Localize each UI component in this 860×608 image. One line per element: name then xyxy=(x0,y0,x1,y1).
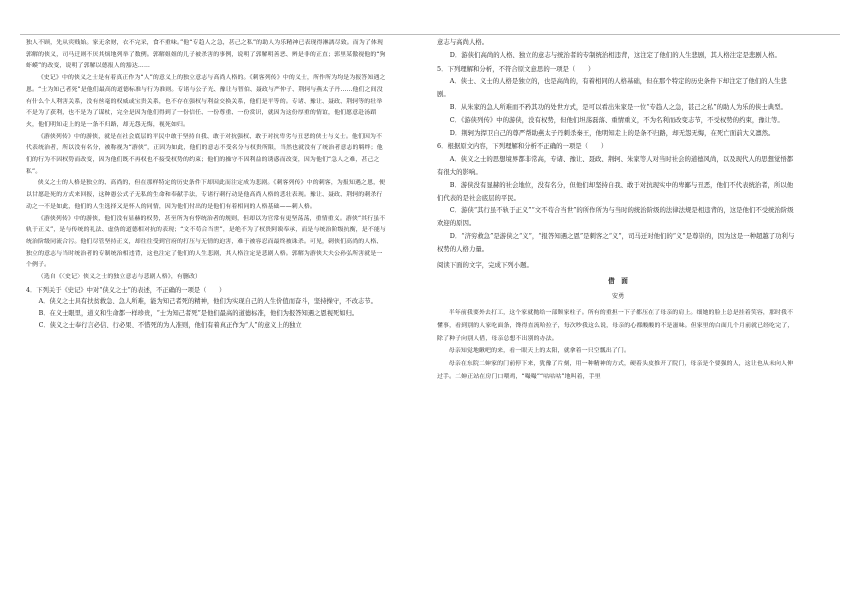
passage-paragraph: 侠义之士的人格是独立的、高尚的，但在那样特定的历史条件下却因此而注定成为悲剧。《刺客列传》中的刺客，为报知遇之恩，便以甘愿赴死的方式来回报，这种愚公式子无私的生命和奉献手法，专诸行刺行动是他高尚人格的悲壮表现。豫让、聂政、荆轲的刺杀行动之一不是如此，他们的人生选择又是怀人的同情，因为他们付出的是他们有着相同的人格基础——刺人格。 xyxy=(26,180,386,210)
option-5c: C．《游侠列传》中的游侠，没有权势，但他们坦荡磊落、重情重义，不为名利而改变志节，不受权势的约束，豫让等。 xyxy=(449,115,784,124)
option-6d: D．“济穷救急”是游侠之“义”，“报答知遇之恩”是刺客之“义”，司马迁对他们的“义”是尊崇的，因为这是一种超越了功利与权势的人格力量。 xyxy=(437,231,795,253)
option-5b: B．从朱家的急人所难而不矜其功的处世方式，是可以看出朱家是一位“专趋人之急，甚己之私”的助人为乐的侠士典型。 xyxy=(449,102,787,111)
option-5d: D．荆轲为捍卫自己的尊严帮助燕太子丹刺杀秦王，他明知走上的是条不归路，却无怨无悔，在死亡面前大义凛然。 xyxy=(449,128,775,137)
option-6a: A．侠义之士的思想境界都非常高，专诸、豫让、聂政、荆轲、朱家等人对当时社会的道德风尚，以及现代人的思想觉悟都有很大的影响。 xyxy=(437,155,794,176)
question-6: 6．根据原文内容，下列理解和分析不正确的一项是（ ） xyxy=(437,142,608,151)
story-paragraph: 母亲知觉地瞅吧的来，看一眼天上的太阳，就拿着一只空瓢出了门。 xyxy=(448,348,631,355)
story-paragraph: 母亲在东院二婶家的门前停下来，犹豫了片刻，用一种精神的方式，硬着头皮推开了院门，母亲是个要强的人，这让也从未向人伸过手。二婶正站在房门口喂鸡，“嘬嘬”“咕咕咕”地叫着，手里 xyxy=(437,361,794,380)
option-4b: B．在义士眼里，道义和生命都一样珍贵，“士为知己者死”是他们最高的道德标准，他们为报答知遇之恩视死如归。 xyxy=(38,310,359,318)
right-column xyxy=(437,36,799,384)
top-rule xyxy=(20,34,840,35)
continued-text: 意志与高尚人格。 xyxy=(437,38,489,46)
story-paragraph: 半年前我要外去打工，这个家就抛给一部颓家柱子。所有的重担一下子都压在了母亲的肩上。细她的脸上总是挂着笑容，那时我不懂事，看到别的人家吃面条，馋得直流哈拉子，每次吵我这么说，母亲的心都酸酸的不是滋味。但家里的白面几个月前就已经吃完了，除了种子向别人借，母亲总想不出别的办法。 xyxy=(437,309,794,342)
option-4a: A．侠义之士具有扶贫救急、急人所难，能为知己者死的精神，他们为实现自己的人生价值而奋斗，坚持操守，不改志节。 xyxy=(38,298,377,306)
option-4d: D．游侠们高尚的人格、独立的意志与统治者的专制统治相违背，这注定了他们的人生悲剧，其人格注定是悲剧人格。 xyxy=(449,50,781,59)
option-6b: B．游侠没有显赫的社会地位，没有名分，但他们却坚持自我、敢于对抗现实中的卑鄙与丑恶，他们不代表统治者，所以他们代表的是社会底层的平民。 xyxy=(437,180,794,202)
question-4: 4．下列关于《史记》中对“侠义之士”的表述，不正确的一项是（ ） xyxy=(26,286,226,294)
option-4c: C．侠义之士奉行言必信、行必果、不惜死的为人准则，他们有着真正作为“人”的意义上的独立 xyxy=(38,321,302,329)
question-5: 5．下列理解和分析，不符合原文意思的一项是（ ） xyxy=(437,64,595,73)
option-5a: A．侠士、义士的人格是独立的，也是高尚的，有着相同的人格基础，但在那个特定的历史条件下却注定了他们的人生悲剧。 xyxy=(437,77,787,99)
passage-paragraph: 《游侠列传》中的游侠，就是在社会底层的平民中敢于坚持自我、敢于对抗强权、敢于对抗卑劣与丑恶的侠士与义士。他们因为不代表统治者，所以没有名分，被称视为“游侠”，正因为如此，他们的意志不受名分与权贵所限，当然也就没有了统治者意志的羁绊；他们的行为不因权势而改变，因为他们既不再权也不接受权势的约束；他们的操守不因利益的诱惑而改变，因为他们“急人之难，甚己之私”。 xyxy=(26,133,383,175)
passage-paragraph: 《游侠列传》中的游侠，他们没有显赫的权势，甚至所为有悖统治者的规则，但却以为官常有更坚荡荡，重情重义。游侠“其行虽不轨于正义”，是与传统的礼法、虚伪的道德相对抗的表现；“文不苟合当世”，是绝不为了权贵阿谀奉承，而是与统治阶级抗衡，是不能与统治阶级同流合污。他们尽管坚持正义，却往往受到官府的打压与无情的迫害，难于被容忍而最终被诛杀。可见，刺侠们高尚的人格、独立的意志与当时统治者的专制统治相违背，这也注定了他们的人生悲剧，其人格注定是悲剧人格。郭解为游侠大夫公孙弘所害就是一个例子。 xyxy=(26,215,386,269)
left-column xyxy=(26,38,388,332)
passage-paragraph: 《史记》中的侠义之士是有着真正作为“人”的意义上的独立意志与高尚人格的。《刺客列传》中的义士，所作所为均是为报答知遇之恩。“士为知己者死”是他们最高的道德标准与行为准则。专诸与公子光、豫让与智伯、聂政与严仲子、荆轲与燕太子丹……他们之间没有什么个人利害关系，没有丝毫的权威或宝贵关系，也不存在强权与利益交换关系，他们是平等的。专诸、豫让、聂政、荆轲等的壮举不是为了获利，也不是为了谋杖，完全是因为他们得到了一份信任、一份尊重、一份赏识，就因为这份厚重的情谊，他们愿意赴汤蹈火，他们明知走上的是一条不归路，却无怨无悔，视死如归。 xyxy=(26,75,386,128)
story-title: 借 面 xyxy=(608,277,628,286)
reading-intro: 阅读下面的文字，完成下列小题。 xyxy=(437,260,533,269)
passage-paragraph: 独人不顾，先从宾贱始。家无余财，衣不完采，食不重味。”他“专趋人之急，甚己之私”的助人为乐精神已表现得淋漓尽致。而为了体现郭解的侠义，司马迁则不厌其烦地列举了数例。郭解姐姐的儿子被杀害的事例，说明了郭解明善恶、辨是非的正直；郭里某傲视他的“狗虾蟆”的改变，说明了郭解以德报人的豁达…… xyxy=(26,40,386,70)
story-author: 安勇 xyxy=(611,293,625,301)
option-6c: C．游侠“其行虽不轨于正义”“文不苟合当世”的所作所为与当时的统治阶级的法律法规是相违背的，这是他们不受统治阶级欢迎的原因。 xyxy=(437,206,794,228)
source-note: （选自《〈史记〉侠义之士的独立意志与悲剧人格》，有删改） xyxy=(37,274,202,281)
